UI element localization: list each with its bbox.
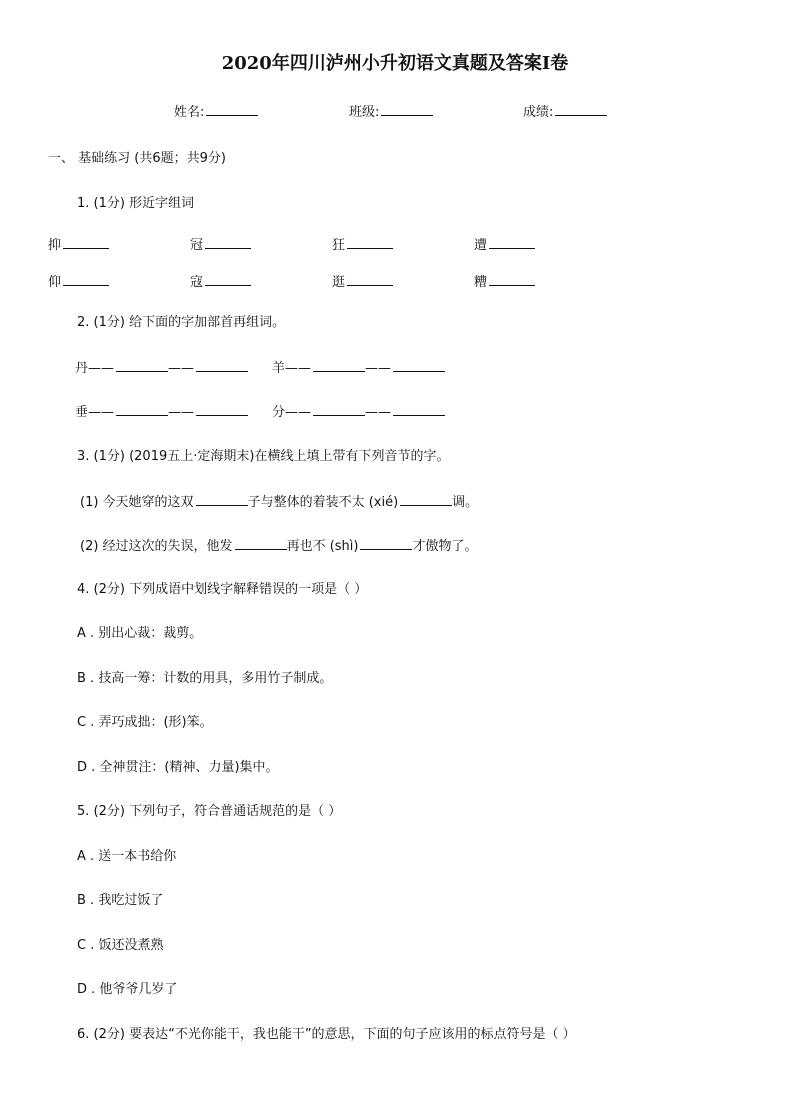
question-5-stem: 5. (2分) 下列句子，符合普通话规范的是（ ） [77, 804, 342, 819]
answer-blank[interactable] [489, 273, 535, 286]
q1-item: 遭 [474, 236, 535, 255]
q2-item: 羊—— —— [272, 359, 445, 378]
answer-blank[interactable] [347, 236, 393, 249]
question-4-stem: 4. (2分) 下列成语中划线字解释错误的一项是（ ） [77, 582, 368, 597]
question-6-stem: 6. (2分) 要表达“不光你能干，我也能干”的意思，下面的句子应该用的标点符号是（ ） [77, 1027, 576, 1042]
q4-option-d[interactable]: D . 全神贯注：(精神、力量)集中。 [77, 760, 279, 775]
score-field [523, 103, 607, 122]
q1-item: 仰 [48, 273, 109, 292]
answer-blank[interactable] [313, 359, 365, 372]
class-field [349, 103, 433, 122]
q4-option-c[interactable]: C . 弄巧成拙：(形)笨。 [77, 715, 213, 730]
q5-option-d[interactable]: D . 他爷爷几岁了 [77, 982, 178, 997]
answer-blank[interactable] [360, 537, 412, 550]
answer-blank[interactable] [313, 403, 365, 416]
answer-blank[interactable] [393, 359, 445, 372]
answer-blank[interactable] [489, 236, 535, 249]
score-label: 成绩: [523, 105, 554, 120]
answer-blank[interactable] [196, 403, 248, 416]
question-2-stem: 2. (1分) 给下面的字加部首再组词。 [77, 315, 286, 330]
answer-blank[interactable] [63, 273, 109, 286]
q4-option-a[interactable]: A . 别出心裁：裁剪。 [77, 626, 203, 641]
answer-blank[interactable] [393, 403, 445, 416]
name-blank[interactable] [206, 103, 258, 116]
q1-item: 逛 [332, 273, 393, 292]
q1-item: 狂 [332, 236, 393, 255]
answer-blank[interactable] [205, 236, 251, 249]
answer-blank[interactable] [347, 273, 393, 286]
question-1-stem: 1. (1分) 形近字组词 [77, 196, 195, 211]
answer-blank[interactable] [205, 273, 251, 286]
q5-option-c[interactable]: C . 饭还没煮熟 [77, 938, 164, 953]
answer-blank[interactable] [63, 236, 109, 249]
q3-line-1: (1) 今天她穿的这双 子与整体的着装不太 (xié) 调。 [80, 495, 479, 510]
class-blank[interactable] [381, 103, 433, 116]
answer-blank[interactable] [116, 403, 168, 416]
q1-item: 糟 [474, 273, 535, 292]
name-label: 姓名: [174, 105, 205, 120]
answer-blank[interactable] [116, 359, 168, 372]
section-heading: 一、 基础练习 (共6题；共9分) [48, 151, 226, 166]
class-label: 班级: [349, 105, 380, 120]
q5-option-a[interactable]: A . 送一本书给你 [77, 849, 177, 864]
q5-option-b[interactable]: B . 我吃过饭了 [77, 893, 164, 908]
name-field [174, 103, 258, 122]
answer-blank[interactable] [196, 359, 248, 372]
answer-blank[interactable] [235, 537, 287, 550]
q2-item: 垂—— —— [75, 403, 248, 422]
q3-line-2: (2) 经过这次的失误，他发 再也不 (shì) 才傲物了。 [80, 539, 478, 554]
q1-item: 抑 [48, 236, 109, 255]
answer-blank[interactable] [400, 493, 452, 506]
score-blank[interactable] [555, 103, 607, 116]
q1-item: 寇 [190, 273, 251, 292]
q2-item: 丹—— —— [75, 359, 248, 378]
question-3-stem: 3. (1分) (2019五上·定海期末)在横线上填上带有下列音节的字。 [77, 449, 450, 464]
q1-item: 冠 [190, 236, 251, 255]
q4-option-b[interactable]: B . 技高一筹：计数的用具，多用竹子制成。 [77, 671, 333, 686]
answer-blank[interactable] [196, 493, 248, 506]
q2-item: 分—— —— [272, 403, 445, 422]
page-title: 2020年四川泸州小升初语文真题及答案Ⅰ卷 [221, 53, 569, 74]
